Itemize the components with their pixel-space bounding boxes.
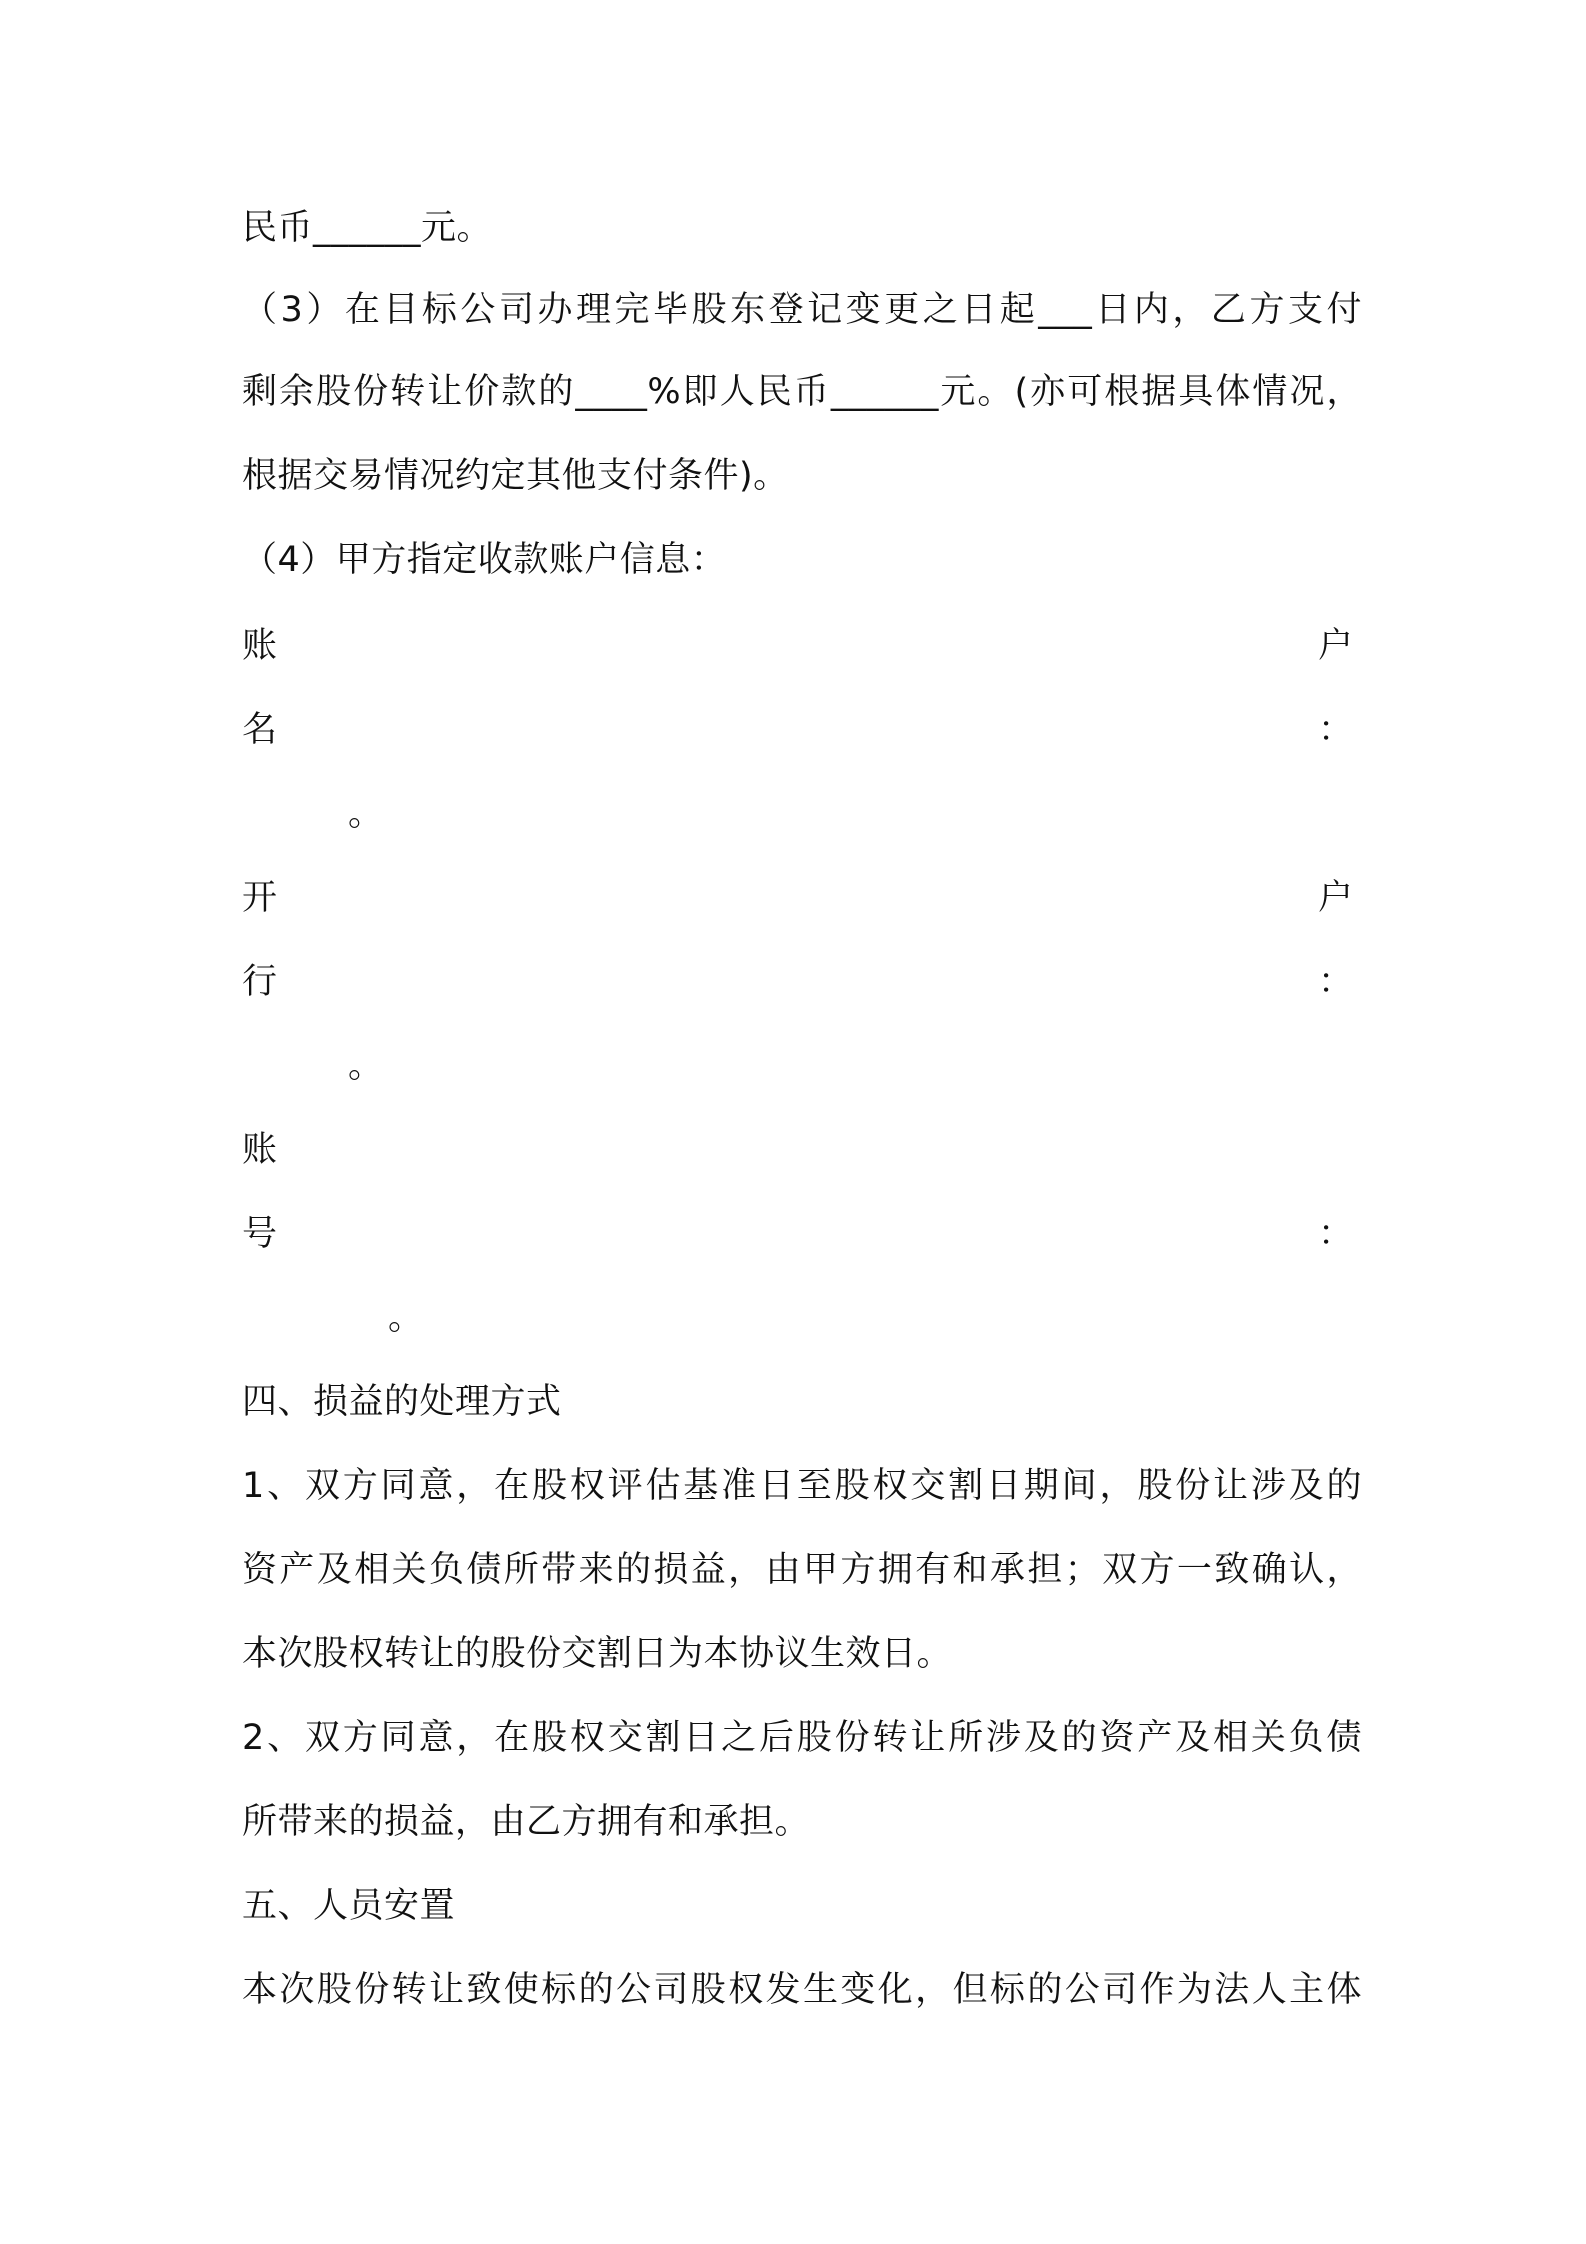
account-name-label-hu: 户 bbox=[1318, 626, 1354, 666]
account-name-end: 。 bbox=[348, 794, 384, 834]
account-number-label-2: 号 bbox=[242, 1214, 278, 1254]
text-line: （4）甲方指定收款账户信息： bbox=[242, 540, 727, 580]
text-line: 本次股权转让的股份交割日为本协议生效日。 bbox=[242, 1634, 953, 1674]
bank-label-2: 行 bbox=[242, 962, 278, 1002]
bank-label-hu: 户 bbox=[1318, 878, 1354, 918]
text-line: 根据交易情况约定其他支付条件)。 bbox=[242, 456, 789, 496]
account-name-label-1: 账 bbox=[242, 626, 278, 666]
bank-colon: ： bbox=[1318, 962, 1354, 1002]
section-heading: 五、人员安置 bbox=[242, 1886, 456, 1926]
text-line: 民币______元。 bbox=[242, 208, 493, 248]
account-name-label-2: 名 bbox=[242, 710, 278, 750]
text-line: 剩余股份转让价款的____%即人民币______元。(亦可根据具体情况， bbox=[242, 372, 1362, 412]
bank-end: 。 bbox=[348, 1046, 384, 1086]
text-line: 资产及相关负债所带来的损益，由甲方拥有和承担；双方一致确认， bbox=[242, 1550, 1362, 1590]
text-line: 1、双方同意，在股权评估基准日至股权交割日期间，股份让涉及的 bbox=[242, 1466, 1362, 1506]
account-number-end: 。 bbox=[388, 1298, 424, 1338]
account-name-colon: ： bbox=[1318, 710, 1354, 750]
section-heading: 四、损益的处理方式 bbox=[242, 1382, 562, 1422]
account-number-colon: ： bbox=[1318, 1214, 1354, 1254]
text-line: （3）在目标公司办理完毕股东登记变更之日起___日内，乙方支付 bbox=[242, 290, 1362, 330]
text-line: 本次股份转让致使标的公司股权发生变化，但标的公司作为法人主体 bbox=[242, 1970, 1362, 2010]
account-number-label-1: 账 bbox=[242, 1130, 278, 1170]
bank-label-1: 开 bbox=[242, 878, 278, 918]
text-line: 2、双方同意，在股权交割日之后股份转让所涉及的资产及相关负债 bbox=[242, 1718, 1362, 1758]
text-line: 所带来的损益，由乙方拥有和承担。 bbox=[242, 1802, 811, 1842]
